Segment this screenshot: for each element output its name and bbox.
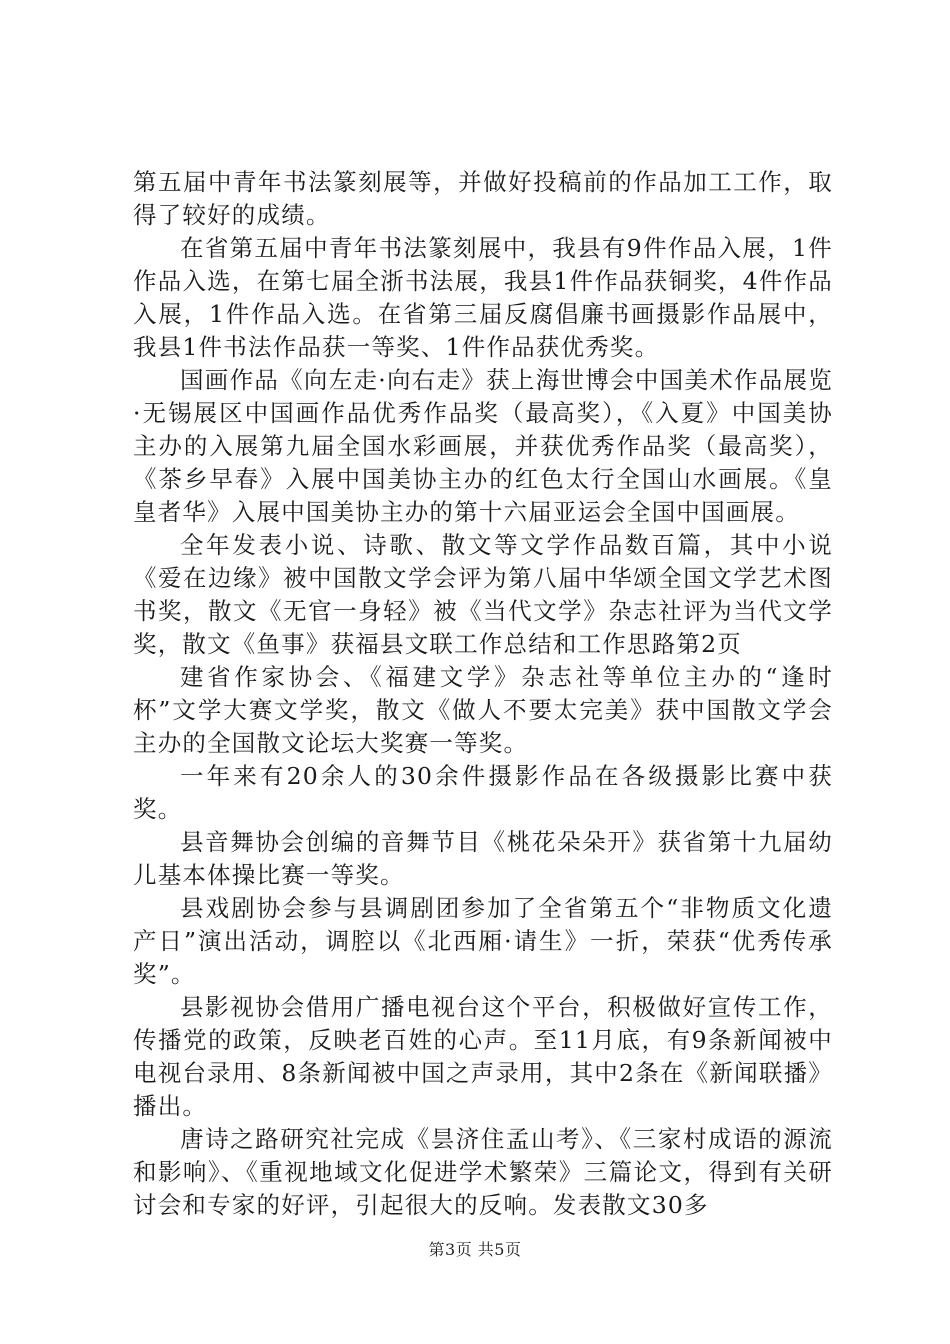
paragraph: 县戏剧协会参与县调剧团参加了全省第五个“非物质文化遗产日”演出活动，调腔以《北西厢·请生》一折，荣获“优秀传承奖”。 — [133, 894, 833, 988]
paragraph: 在省第五届中青年书法篆刻展中，我县有9件作品入展，1件作品入选，在第七届全浙书法展，我县1件作品获铜奖，4件作品入展，1件作品入选。在省第三届反腐倡廉书画摄影作品展中，我县1件书法作品获一等奖、1件作品获优秀奖。 — [133, 234, 833, 361]
paragraph: 第五届中青年书法篆刻展等，并做好投稿前的作品加工工作，取得了较好的成绩。 — [133, 168, 833, 229]
paragraph: 一年来有20余人的30余件摄影作品在各级摄影比赛中获奖。 — [133, 762, 833, 823]
paragraph: 国画作品《向左走·向右走》获上海世博会中国美术作品展览·无锡展区中国画作品优秀作品奖（最高奖），《入夏》中国美协主办的入展第九届全国水彩画展，并获优秀作品奖（最高奖），《茶乡早春》入展中国美协主办的红色太行全国山水画展。《皇皇者华》入展中国美协主办的第十六届亚运会全国中国画展。 — [133, 366, 833, 526]
page-number-footer: 第3页 共5页 — [428, 1240, 522, 1259]
paragraph: 全年发表小说、诗歌、散文等文学作品数百篇，其中小说《爱在边缘》被中国散文学会评为第八届中华颂全国文学艺术图书奖，散文《无官一身轻》被《当代文学》杂志社评为当代文学奖，散文《鱼事》获福县文联工作总结和工作思路第2页 — [133, 531, 833, 658]
paragraph: 县音舞协会创编的音舞节目《桃花朵朵开》获省第十九届幼儿基本体操比赛一等奖。 — [133, 828, 833, 889]
paragraph: 建省作家协会、《福建文学》杂志社等单位主办的“逢时杯”文学大赛文学奖，散文《做人不要太完美》获中国散文学会主办的全国散文论坛大奖赛一等奖。 — [133, 663, 833, 757]
paragraph: 唐诗之路研究社完成《昙济住孟山考》、《三家村成语的源流和影响》、《重视地域文化促进学术繁荣》三篇论文，得到有关研讨会和专家的好评，引起很大的反响。发表散文30多 — [133, 1125, 833, 1219]
paragraph: 县影视协会借用广播电视台这个平台，积极做好宣传工作，传播党的政策，反映老百姓的心声。至11月底，有9条新闻被中电视台录用、8条新闻被中国之声录用，其中2条在《新闻联播》播出。 — [133, 993, 833, 1120]
document-body — [133, 166, 833, 1222]
